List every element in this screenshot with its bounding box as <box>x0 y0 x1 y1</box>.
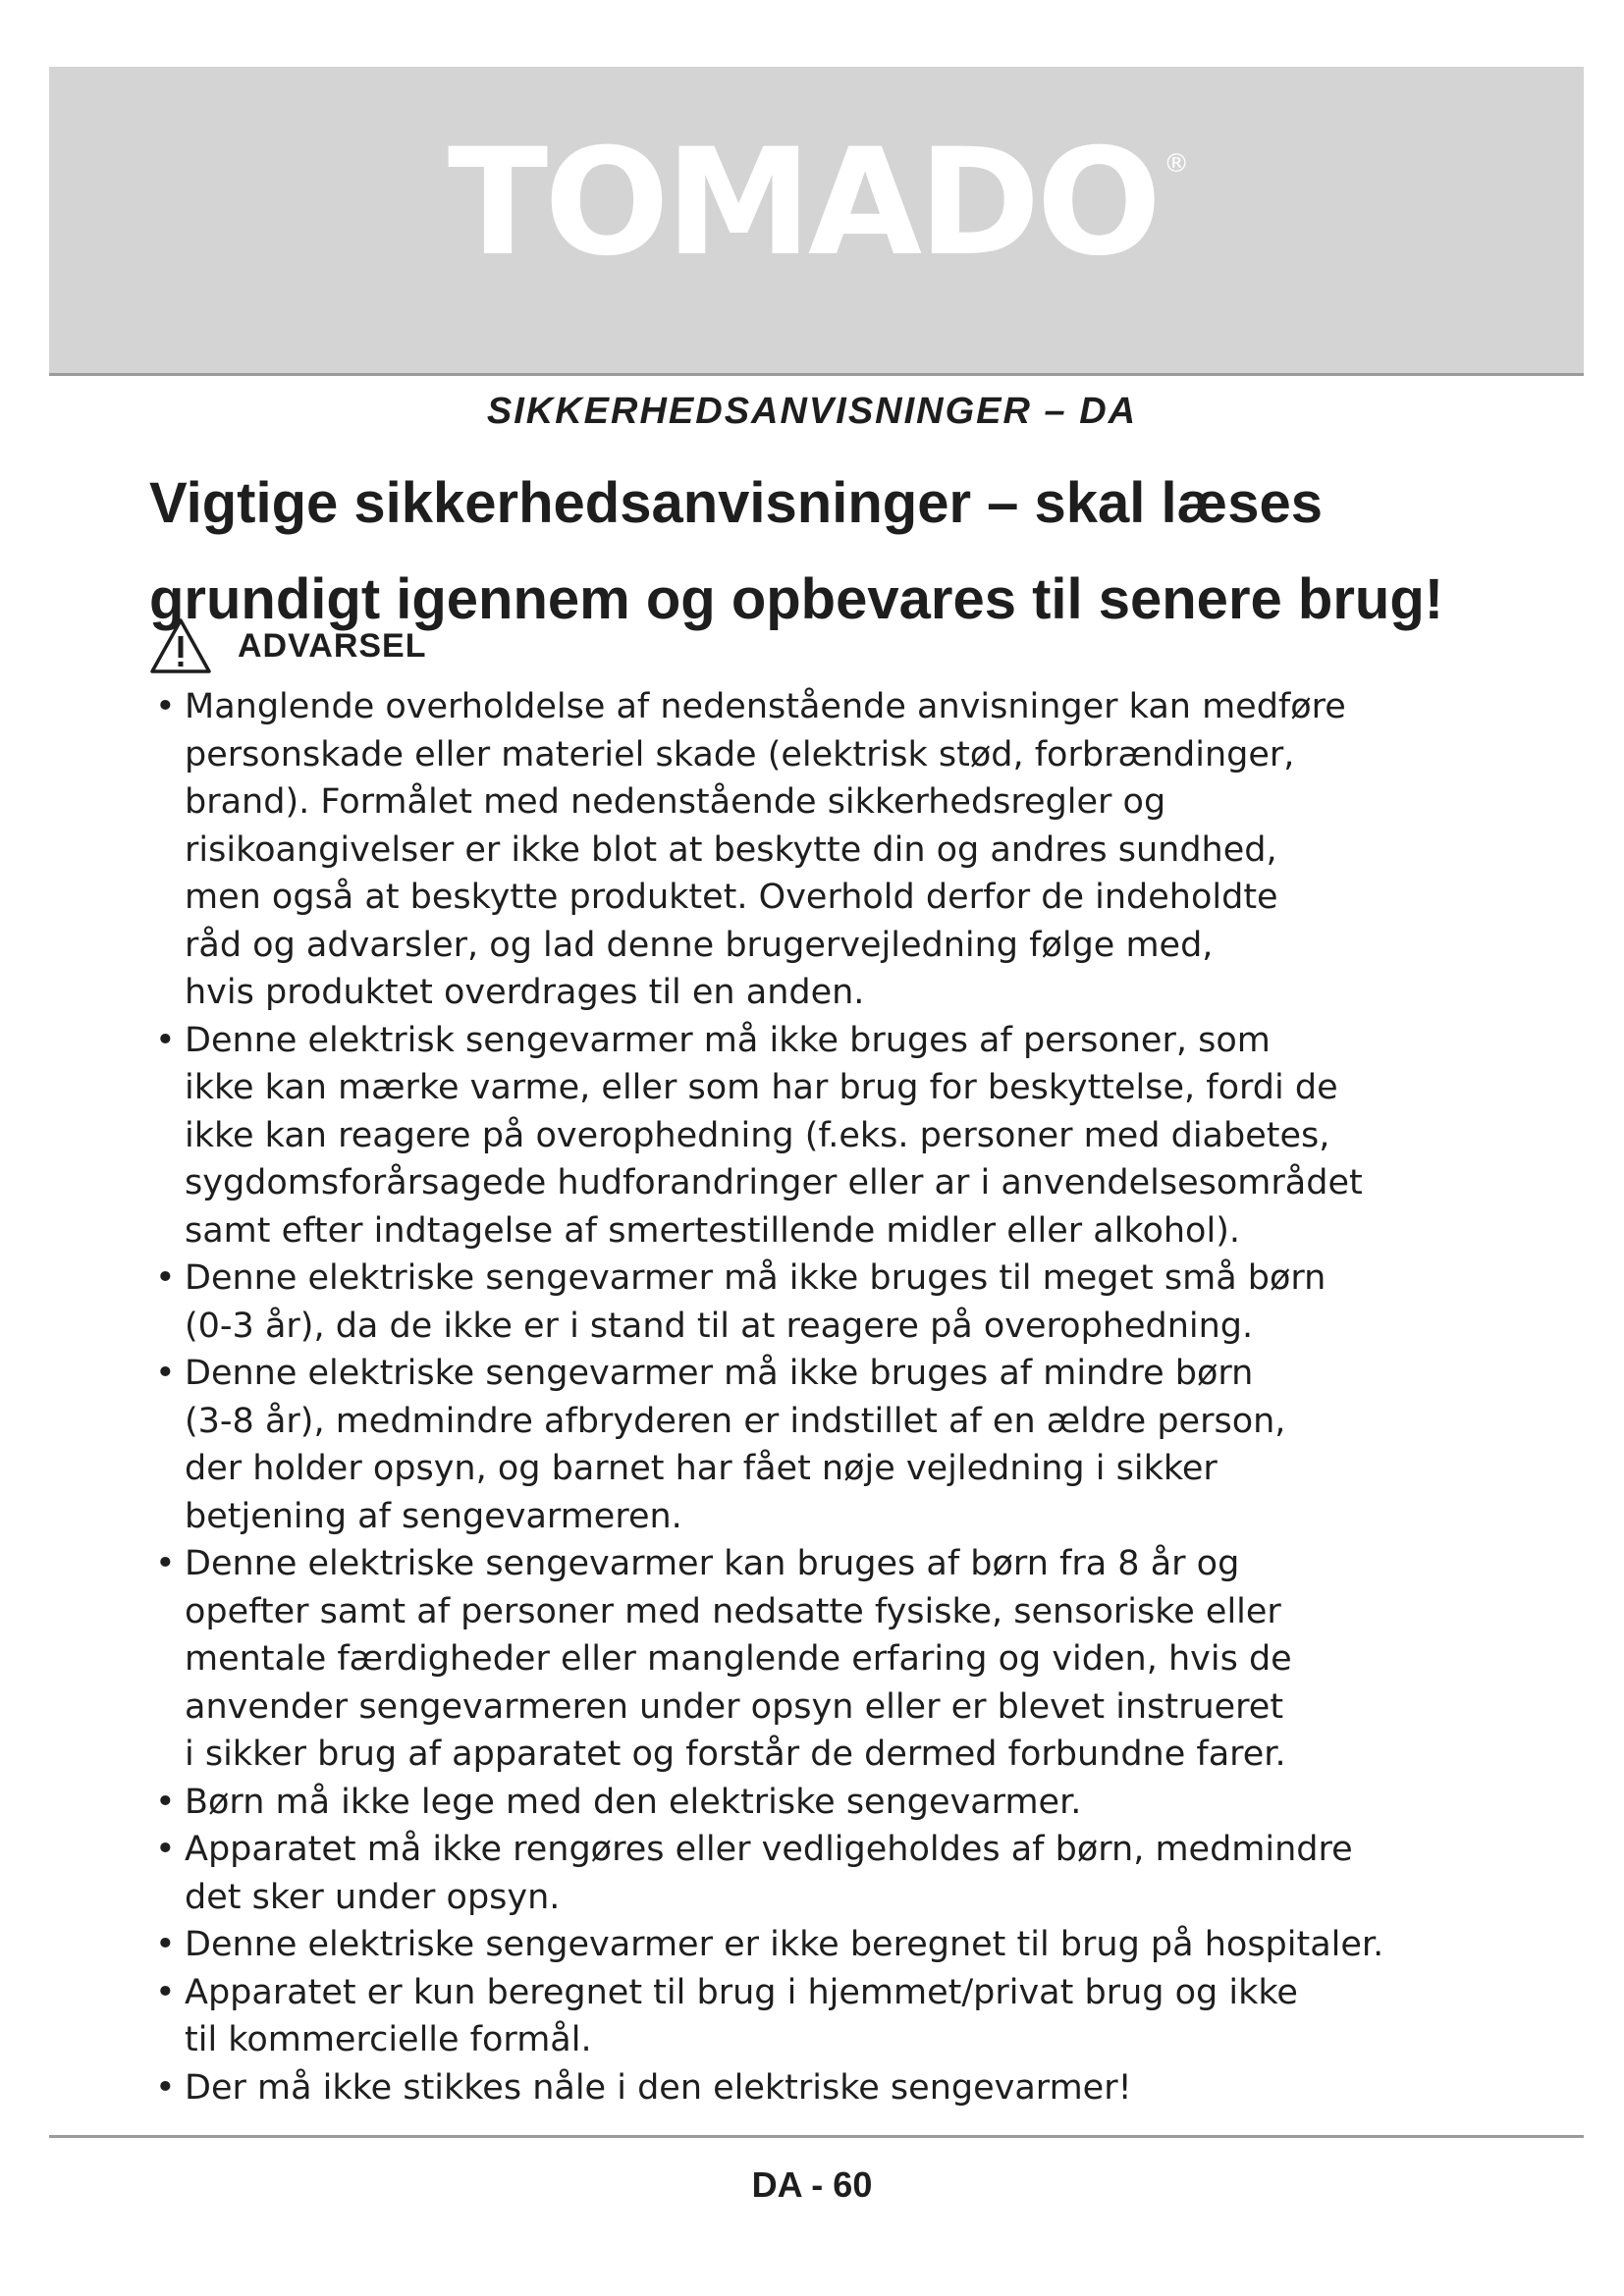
header-band <box>49 67 1584 376</box>
list-item-line: der holder opsyn, og barnet har fået nøje vejledning i sikker <box>185 1449 1218 1488</box>
list-item <box>155 1540 1530 1779</box>
list-item-line: det sker under opsyn. <box>185 1877 561 1917</box>
list-item-line: i sikker brug af apparatet og forstår de dermed forbundne farer. <box>185 1735 1286 1774</box>
list-item <box>155 1921 1530 1969</box>
list-item-line: opefter samt af personer med nedsatte fysiske, sensoriske eller <box>185 1591 1281 1631</box>
list-item-line: • Denne elektriske sengevarmer kan bruges af børn fra 8 år og <box>185 1544 1240 1583</box>
list-item-line: • Apparatet må ikke rengøres eller vedligeholdes af børn, medmindre <box>185 1830 1353 1869</box>
main-heading-line-1: Vigtige sikkerhedsanvisninger – skal læses <box>149 471 1323 535</box>
list-item <box>155 683 1530 1017</box>
list-item-line: mentale færdigheder eller manglende erfaring og viden, hvis de <box>185 1639 1292 1679</box>
list-item-line: anvender sengevarmeren under opsyn eller er blevet instrueret <box>185 1686 1284 1727</box>
warning-triangle-icon <box>149 617 212 674</box>
list-item-line: (0-3 år), da de ikke er i stand til at reagere på overophedning. <box>185 1306 1254 1346</box>
main-heading-line-2: grundigt igennem og opbevares til senere brug! <box>149 567 1444 631</box>
list-item-line: • Der må ikke stikkes nåle i den elektriske sengevarmer! <box>185 2067 1132 2108</box>
list-item <box>155 1779 1530 1827</box>
list-item-line: til kommercielle formål. <box>185 2020 592 2059</box>
list-item <box>155 1969 1530 2064</box>
list-item <box>155 1255 1530 1350</box>
list-item-line: • Apparatet er kun beregnet til brug i hjemmet/privat brug og ikke <box>185 1972 1298 2012</box>
warning-label: ADVARSEL <box>238 626 427 665</box>
list-item-line: (3-8 år), medmindre afbryderen er indstillet af en ældre person, <box>185 1401 1286 1441</box>
section-title: SIKKERHEDSANVISNINGER – DA <box>486 391 1138 432</box>
list-item <box>155 1826 1530 1921</box>
list-item-line: brand). Formålet med nedenstående sikkerhedsregler og <box>185 782 1166 822</box>
list-item-line: • Denne elektriske sengevarmer må ikke bruges til meget små børn <box>185 1258 1326 1298</box>
page-number: DA - 60 <box>751 2164 873 2205</box>
list-item-line: samt efter indtagelse af smertestillende midler eller alkohol). <box>185 1210 1240 1251</box>
list-item <box>155 1350 1530 1540</box>
list-item-line: • Børn må ikke lege med den elektriske sengevarmer. <box>185 1782 1082 1822</box>
brand-logo: TOMADO ® <box>447 118 1186 289</box>
warning-header <box>149 616 427 675</box>
list-item-line: betjening af sengevarmeren. <box>185 1496 682 1536</box>
list-item-line: • Denne elektriske sengevarmer er ikke beregnet til brug på hospitaler. <box>185 1925 1384 1964</box>
list-item-line: • Denne elektrisk sengevarmer må ikke bruges af personer, som <box>185 1020 1271 1060</box>
list-item-line: sygdomsforårsagede hudforandringer eller ar i anvendelsesområdet <box>185 1163 1363 1202</box>
list-item-line: men også at beskytte produktet. Overhold derfor de indeholdte <box>185 878 1278 917</box>
footer-divider <box>49 2135 1584 2138</box>
list-item-line: hvis produktet overdrages til en anden. <box>185 973 865 1012</box>
list-item-line: råd og advarsler, og lad denne brugervejledning følge med, <box>185 925 1214 965</box>
list-item <box>155 2064 1530 2112</box>
list-item <box>155 1017 1530 1255</box>
list-item-line: risikoangivelser er ikke blot at beskytte din og andres sundhed, <box>185 829 1277 870</box>
list-item-line: ikke kan reagere på overophedning (f.eks. personer med diabetes, <box>185 1115 1330 1155</box>
registered-mark: ® <box>1164 149 1186 179</box>
list-item-line: • Manglende overholdelse af nedenstående anvisninger kan medføre <box>185 687 1346 726</box>
list-item-line: • Denne elektriske sengevarmer må ikke bruges af mindre børn <box>185 1354 1254 1393</box>
list-item-line: personskade eller materiel skade (elektrisk stød, forbrændinger, <box>185 734 1295 774</box>
safety-instructions-list <box>155 683 1530 2111</box>
list-item-line: ikke kan mærke varme, eller som har brug for beskyttelse, fordi de <box>185 1068 1338 1107</box>
